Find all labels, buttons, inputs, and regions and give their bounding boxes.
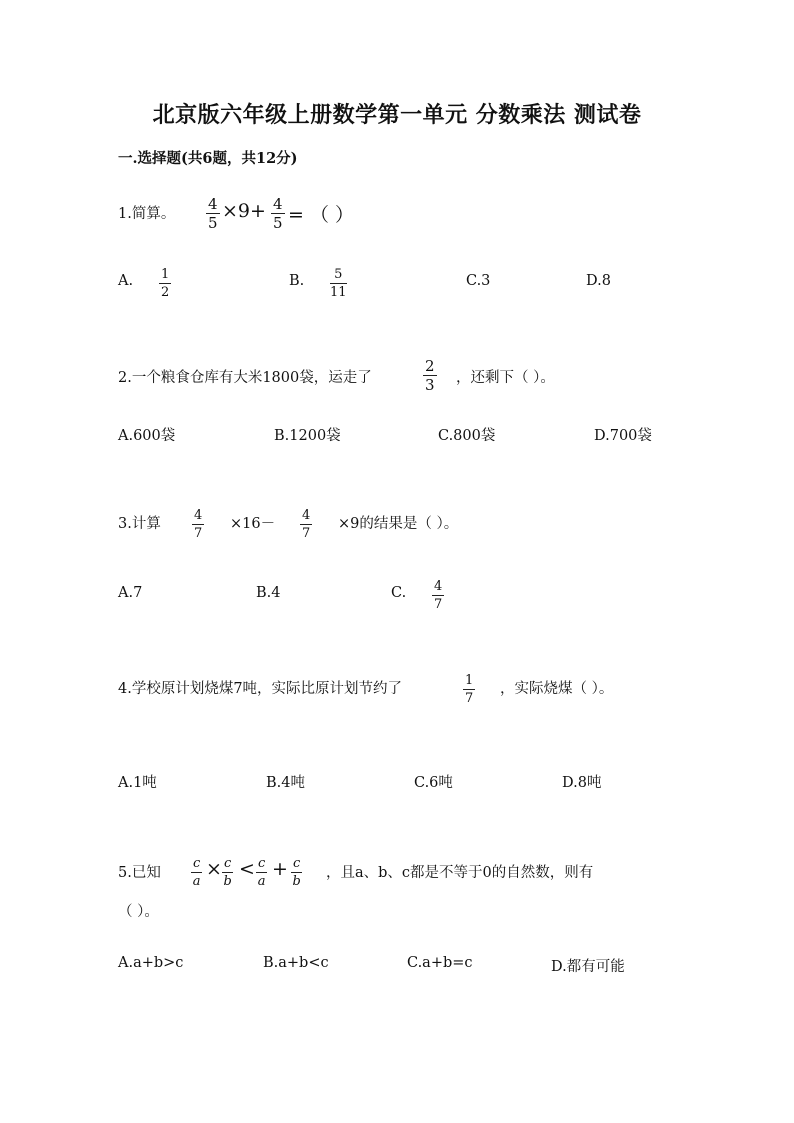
question-1-option-d: D.8 (586, 273, 611, 289)
question-1-fraction-2: 4 5 (273, 195, 283, 232)
question-3-option-c: C. (391, 585, 407, 601)
question-5-stem: 5.已知 (118, 865, 161, 881)
question-5-option-b: B.a+b<c (263, 955, 329, 971)
question-2-fraction: 2 3 (425, 357, 435, 394)
question-5-fraction-2: c b (223, 856, 232, 889)
question-5-fraction-1: c a (192, 856, 201, 889)
question-3-option-a: A.7 (118, 585, 143, 601)
question-2-tail: ，还剩下（ ）。 (456, 370, 555, 386)
question-5-answer-blank: （ ）。 (118, 904, 159, 920)
question-4-stem: 4.学校原计划烧煤7吨，实际比原计划节约了 (118, 681, 403, 697)
question-5-fraction-4: c b (292, 856, 301, 889)
question-2-option-a: A.600袋 (118, 428, 176, 444)
question-3-option-b: B.4 (256, 585, 281, 601)
section-heading: 一.选择题(共6题，共12分) (118, 150, 298, 167)
question-5-operator-times: × (206, 858, 222, 880)
question-2-option-b: B.1200袋 (274, 428, 341, 444)
question-4-option-b: B.4吨 (266, 775, 305, 791)
question-1-option-b: B. (289, 273, 305, 289)
question-3-tail: ×9的结果是（ ）。 (338, 516, 459, 532)
page-title: 北京版六年级上册数学第一单元 分数乘法 测试卷 (152, 102, 642, 128)
question-5-option-c: C.a+b=c (407, 955, 473, 971)
question-1-operator: ×9+ (222, 200, 266, 222)
question-5-option-a: A.a+b>c (118, 955, 184, 971)
question-5-option-d: D.都有可能 (551, 959, 625, 975)
question-4-tail: ，实际烧煤（ ）。 (500, 681, 614, 697)
question-1-answer-blank: = （ ） (288, 204, 354, 226)
question-1-option-c: C.3 (466, 273, 491, 289)
question-2-stem: 2.一个粮食仓库有大米1800袋，运走了 (118, 370, 372, 386)
question-3-operator: ×16－ (230, 516, 276, 532)
question-1-stem: 1.简算。 (118, 206, 176, 222)
question-3-fraction-1: 4 7 (194, 508, 203, 541)
question-3-option-c-fraction: 4 7 (434, 579, 443, 612)
question-2-option-c: C.800袋 (438, 428, 496, 444)
question-5-fraction-3: c a (257, 856, 266, 889)
question-5-tail: ，且a、b、c都是不等于0的自然数，则有 (326, 865, 594, 881)
question-1-option-a: A. (118, 273, 134, 289)
question-5-operator-plus: + (272, 858, 288, 880)
question-1-fraction-1: 4 5 (208, 195, 218, 232)
question-4-option-c: C.6吨 (414, 775, 453, 791)
question-3-fraction-2: 4 7 (302, 508, 311, 541)
question-1-option-b-fraction: 5 11 (330, 267, 347, 300)
question-1-option-a-fraction: 1 2 (161, 267, 170, 300)
question-4-option-a: A.1吨 (118, 775, 157, 791)
question-3-stem: 3.计算 (118, 516, 161, 532)
question-4-fraction: 1 7 (465, 673, 474, 706)
question-4-option-d: D.8吨 (562, 775, 602, 791)
question-2-option-d: D.700袋 (594, 428, 652, 444)
question-5-operator-less: < (239, 858, 255, 880)
